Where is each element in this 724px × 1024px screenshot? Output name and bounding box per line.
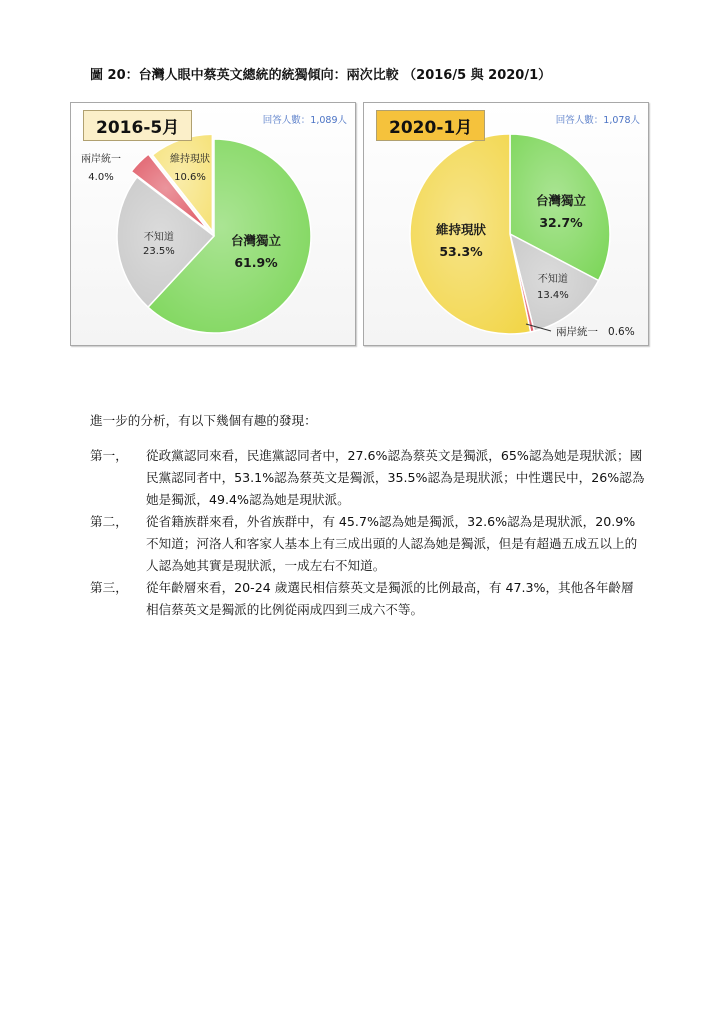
slice-value: 13.4% bbox=[537, 290, 569, 301]
slice-value: 61.9% bbox=[234, 255, 278, 270]
slice-value: 53.3% bbox=[439, 244, 483, 259]
finding-number: 第一， bbox=[90, 448, 128, 463]
findings-list bbox=[90, 445, 646, 621]
slice-label-sq-2020 bbox=[436, 221, 486, 261]
finding-text: 從省籍族群來看，外省族群中，有 45.7%認為她是獨派，32.6%認為是現狀派，20.9%不知道；河洛人和客家人基本上有三成出頭的人認為她是獨派，但是有超過五成五以上的人認為她其實是現狀派，一成左右不知道。 bbox=[146, 514, 638, 573]
finding-item bbox=[90, 577, 646, 621]
finding-text: 從年齡層來看，20-24 歲選民相信蔡英文是獨派的比例最高，有 47.3%，其他各年齡層相信蔡英文是獨派的比例從兩成四到三成六不等。 bbox=[146, 580, 634, 617]
slice-name: 台灣獨立 bbox=[536, 193, 587, 208]
finding-item bbox=[90, 445, 646, 511]
slice-name: 不知道 bbox=[537, 274, 568, 285]
slice-name: 不知道 bbox=[143, 232, 174, 243]
slice-value: 0.6% bbox=[608, 326, 635, 338]
slice-name: 兩岸統一 bbox=[556, 326, 598, 338]
slice-label-indep-2020 bbox=[536, 192, 586, 232]
slice-value: 10.6% bbox=[174, 172, 206, 183]
slice-value: 4.0% bbox=[88, 172, 114, 183]
respondent-count-2016: 回答人數：1,089人 bbox=[262, 115, 347, 126]
slice-label-dk-2020 bbox=[537, 273, 569, 303]
pie-panel-2020 bbox=[363, 102, 649, 346]
finding-item bbox=[90, 511, 646, 577]
respondent-count-2020: 回答人數：1,078人 bbox=[555, 115, 640, 126]
finding-number: 第三， bbox=[90, 580, 128, 595]
slice-label-indep-2016 bbox=[231, 232, 281, 272]
slice-label-dk-2016 bbox=[143, 231, 175, 259]
slice-name: 維持現狀 bbox=[170, 154, 210, 165]
slice-name: 台灣獨立 bbox=[231, 233, 282, 248]
slice-label-sq-2016 bbox=[170, 153, 210, 185]
slice-label-unif-2020 bbox=[556, 325, 635, 339]
analysis-intro: 進一步的分析，有以下幾個有趣的發現： bbox=[90, 413, 317, 428]
finding-number: 第二， bbox=[90, 514, 128, 529]
figure-title: 圖 20：台灣人眼中蔡英文總統的統獨傾向：兩次比較 （2016/5 與 2020/1） bbox=[90, 68, 552, 83]
slice-label-unif-2016 bbox=[81, 153, 121, 185]
pie-panel-2016 bbox=[70, 102, 356, 346]
slice-value: 32.7% bbox=[539, 215, 583, 230]
panel-title-2016: 2016-5月 bbox=[83, 110, 192, 141]
slice-name: 維持現狀 bbox=[436, 222, 487, 237]
panel-title-2020: 2020-1月 bbox=[376, 110, 485, 141]
slice-value: 23.5% bbox=[143, 246, 175, 257]
slice-name: 兩岸統一 bbox=[81, 154, 121, 165]
finding-text: 從政黨認同來看，民進黨認同者中，27.6%認為蔡英文是獨派，65%認為她是現狀派；國民黨認同者中，53.1%認為蔡英文是獨派，35.5%認為是現狀派；中性選民中，26%認為她是獨派，49.4%認為她是現狀派。 bbox=[146, 448, 645, 507]
